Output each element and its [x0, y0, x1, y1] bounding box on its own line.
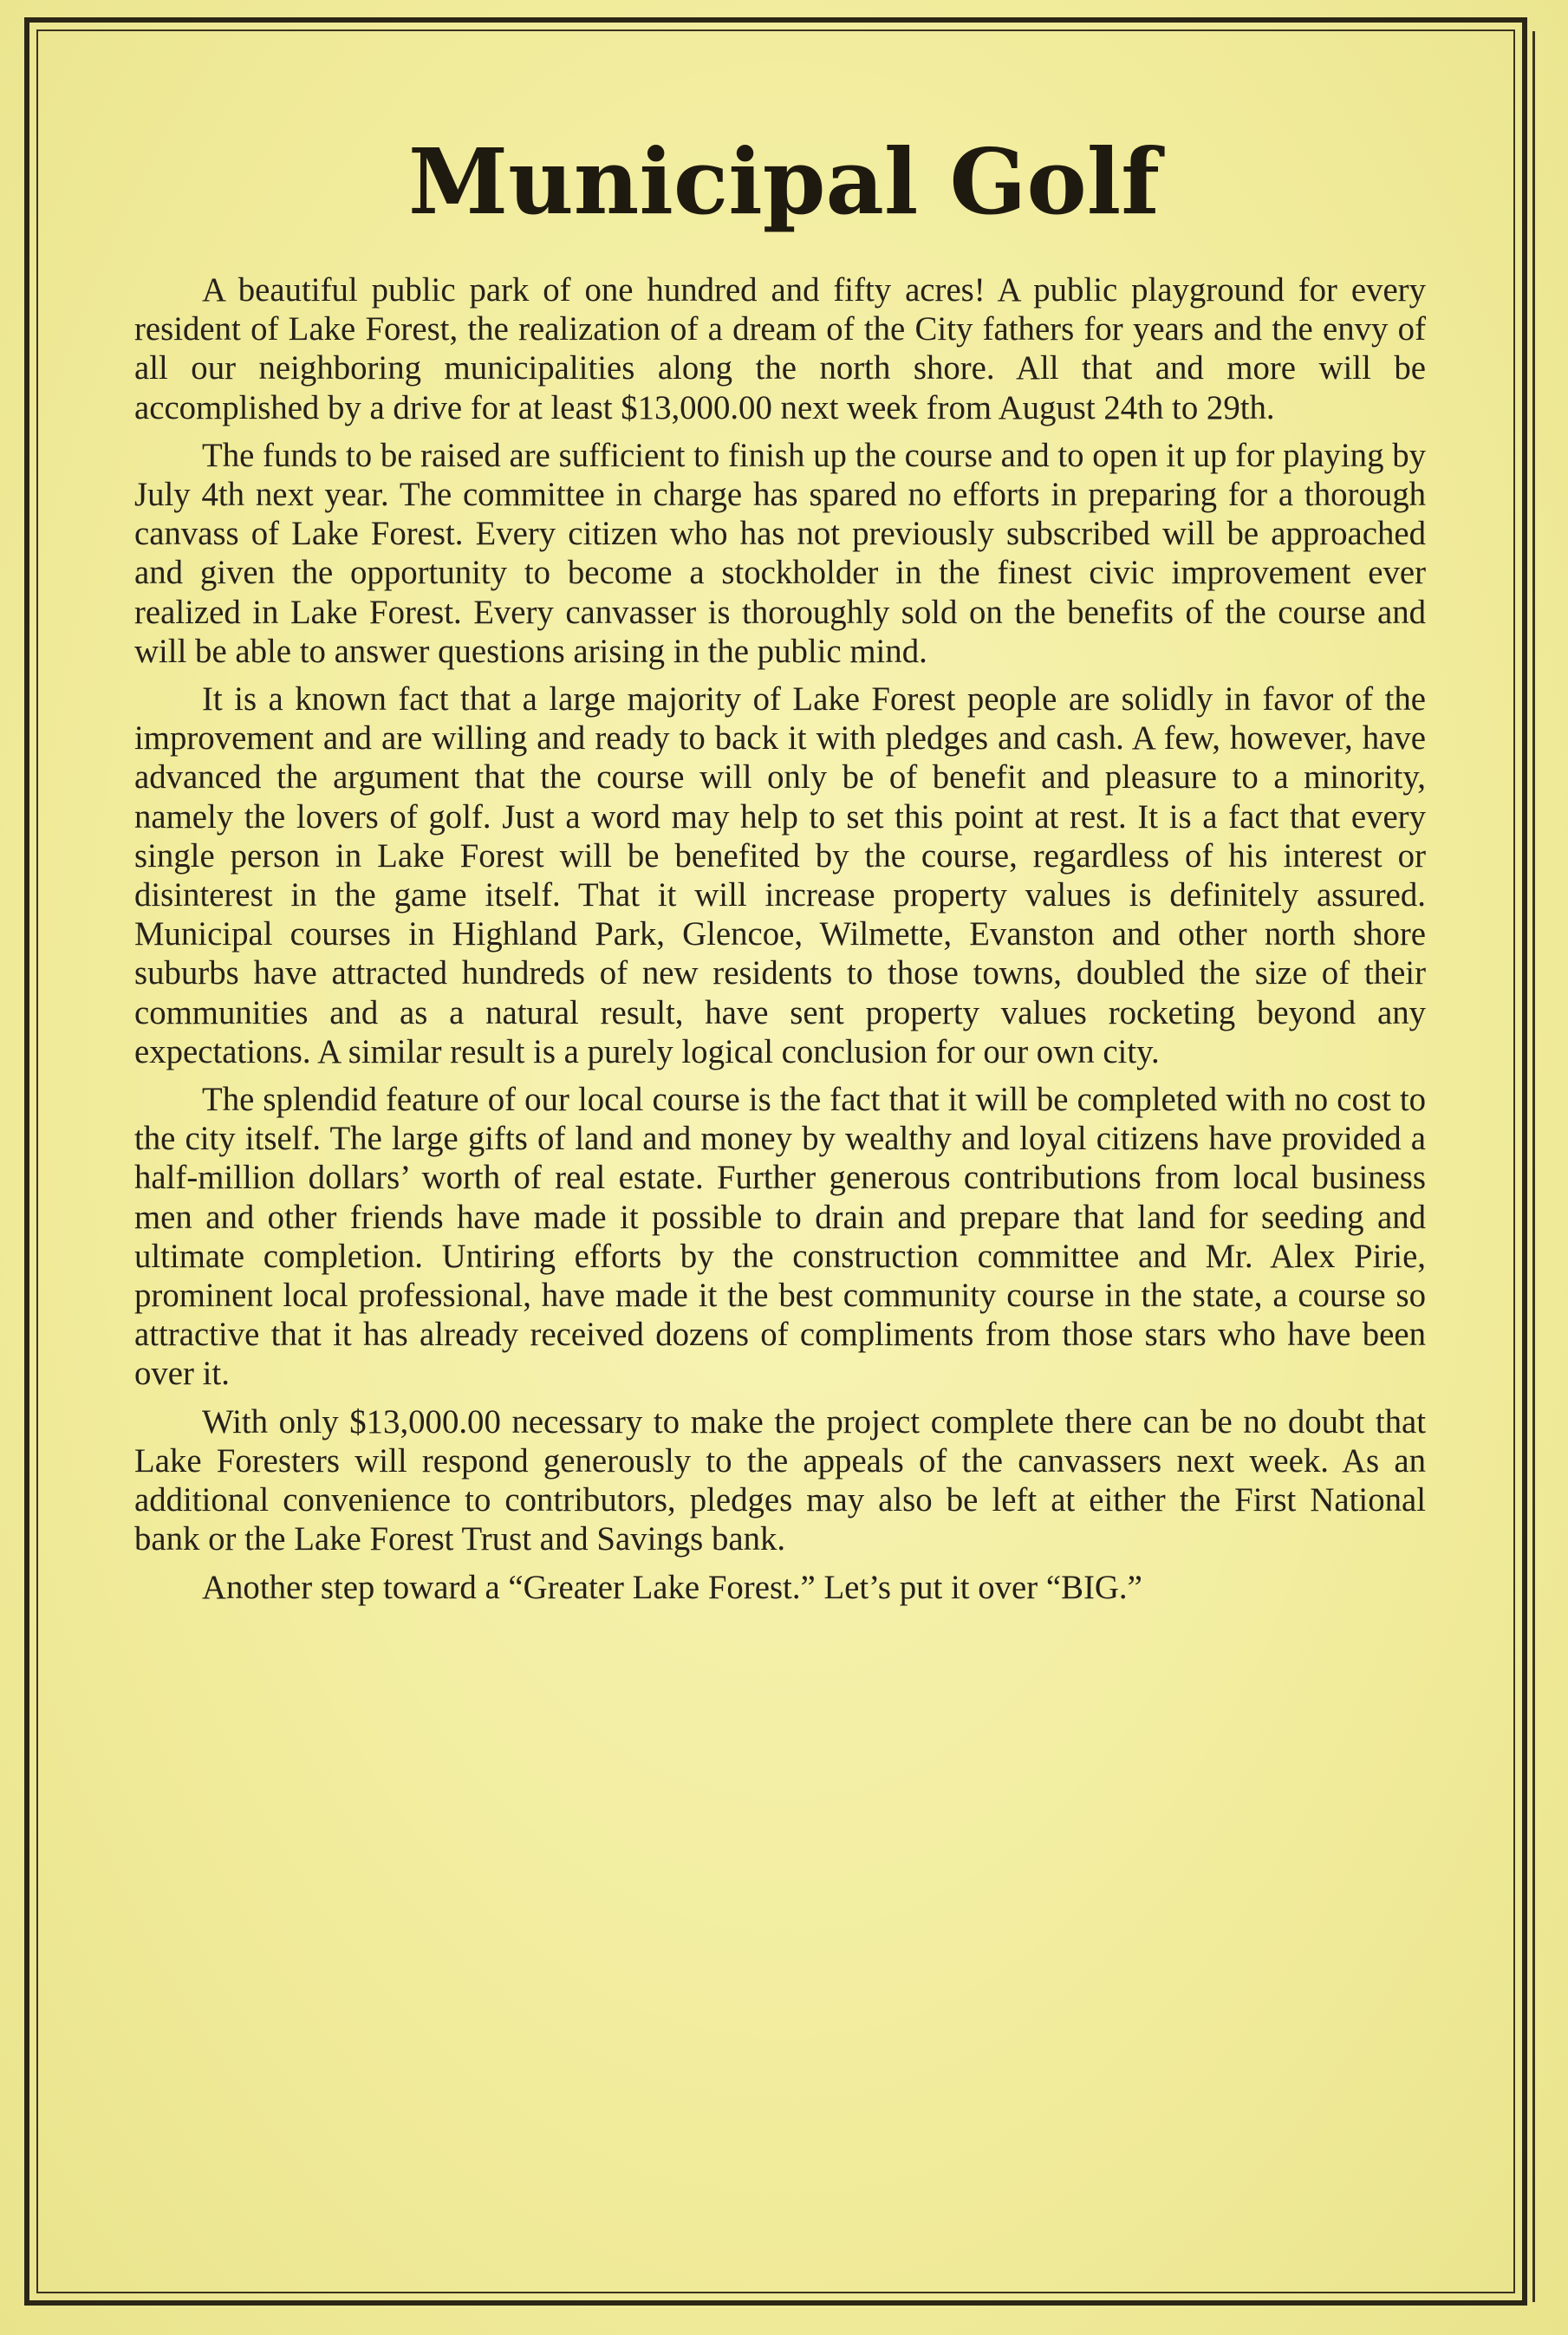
paragraph-3: It is a known fact that a large majority of Lake Forest people are solidly in favor of the improvement and are willing and ready to back it with pledges and cash. A few, however, have advanced the argument that the course will only be of benefit and pleasure to a minority, namely the lovers of golf. Just a word may help to set this point at rest. It is a fact that every single person in Lake Forest will be benefited by the course, regardless of his interest or disinterest in the game itself. That it will increase property values is definitely assured. Municipal courses in Highland Park, Glencoe, Wilmette, Evanston and other north shore suburbs have attracted hundreds of new residents to those towns, doubled the size of their communities and as a natural result, have sent property values rocketing beyond any expectations. A similar result is a purely logical conclusion for our own city.	[134, 680, 1426, 1070]
article-body	[134, 270, 1426, 1607]
paragraph-5: With only $13,000.00 necessary to make the project complete there can be no doubt that Lake Foresters will respond generously to the appeals of the canvassers next week. As an additional convenience to contributors, pledges may also be left at either the First National bank or the Lake Forest Trust and Savings bank.	[134, 1402, 1426, 1558]
right-border-rule	[1532, 31, 1535, 2302]
paragraph-2: The funds to be raised are sufficient to finish up the course and to open it up for playing by July 4th next year. The committee in charge has spared no efforts in preparing for a thorough canvass of Lake Forest. Every citizen who has not previously subscribed will be approached and given the opportunity to become a stockholder in the finest civic improvement ever realized in Lake Forest. Every canvasser is thoroughly sold on the benefits of the course and will be able to answer questions arising in the public mind.	[134, 436, 1426, 670]
paragraph-6: Another step toward a “Greater Lake Forest.” Let’s put it over “BIG.”	[202, 1568, 1142, 1606]
paragraph-1: A beautiful public park of one hundred and fifty acres! A public playground for every resident of Lake Forest, the realization of a dream of the City fathers for years and the envy of all our neighboring municipalities along the north shore. All that and more will be accomplished by a drive for at least $13,000.00 next week from August 24th to 29th.	[134, 271, 1426, 426]
paragraph-4: The splendid feature of our local course is the fact that it will be completed with no cost to the city itself. The large gifts of land and money by wealthy and loyal citizens have provided a half-million dollars’ worth of real estate. Further generous contributions from local business men and other friends have made it possible to drain and prepare that land for seeding and ultimate completion. Untiring efforts by the construction committee and Mr. Alex Pirie, prominent local professional, have made it the best community course in the state, a course so attractive that it has already received dozens of compliments from those stars who have been over it.	[134, 1081, 1426, 1393]
article-title: Municipal Golf	[408, 128, 1160, 235]
